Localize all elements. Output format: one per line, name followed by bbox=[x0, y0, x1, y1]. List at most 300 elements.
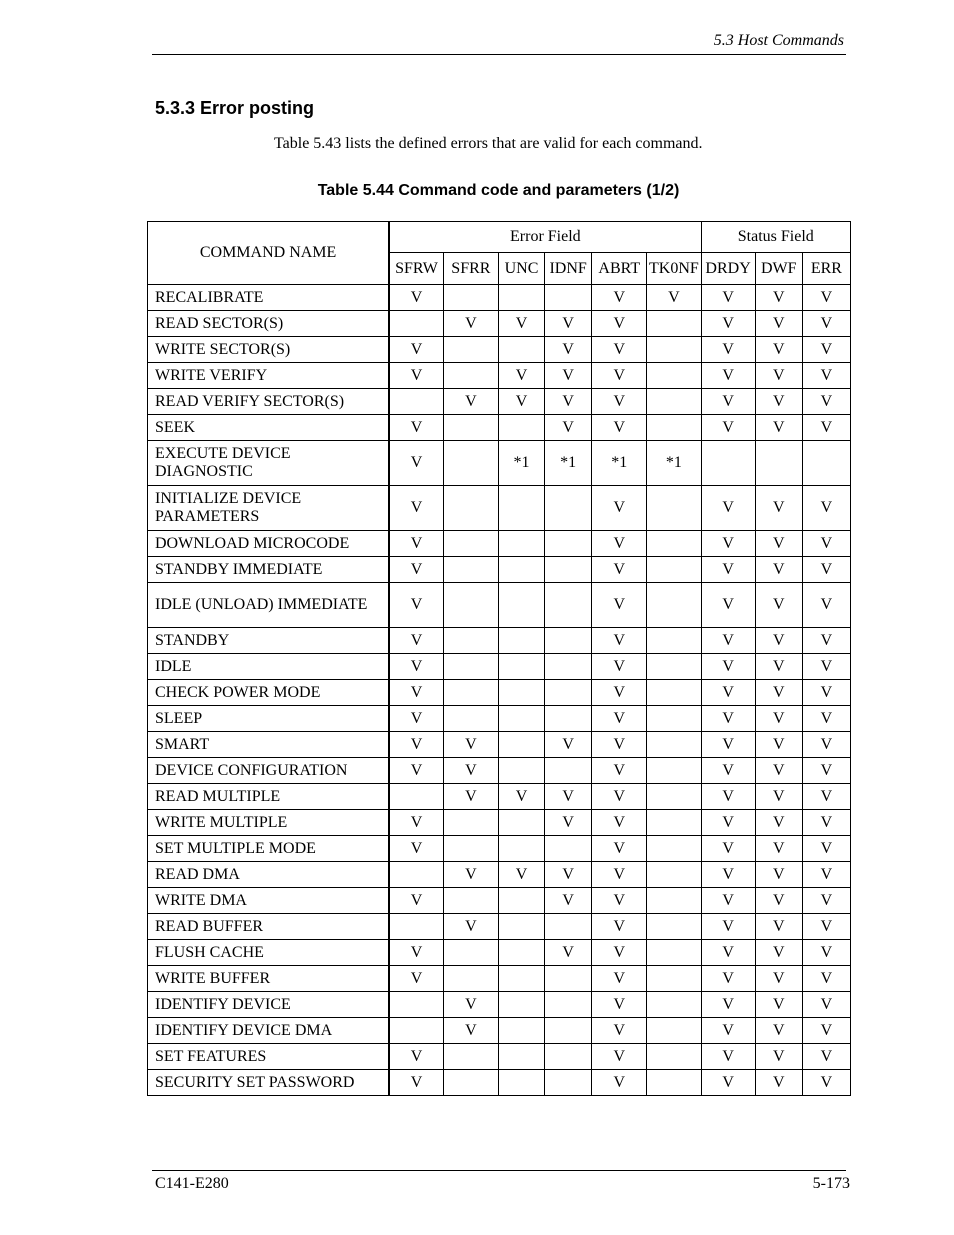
flag-cell: V bbox=[802, 680, 850, 706]
flag-cell bbox=[498, 836, 544, 862]
command-name-cell: FLUSH CACHE bbox=[148, 940, 390, 966]
table-row bbox=[148, 914, 851, 940]
flag-cell: V bbox=[592, 583, 647, 628]
flag-cell bbox=[498, 888, 544, 914]
flag-cell: V bbox=[701, 966, 755, 992]
flag-cell: V bbox=[802, 557, 850, 583]
flag-cell: V bbox=[443, 732, 498, 758]
flag-cell bbox=[498, 531, 544, 557]
flag-cell: V bbox=[802, 1070, 850, 1096]
flag-cell bbox=[647, 486, 701, 531]
flag-cell: V bbox=[802, 583, 850, 628]
flag-cell bbox=[647, 337, 701, 363]
flag-cell: V bbox=[802, 810, 850, 836]
flag-cell: V bbox=[592, 966, 647, 992]
flag-cell: V bbox=[592, 311, 647, 337]
flag-cell bbox=[545, 680, 592, 706]
flag-cell bbox=[647, 784, 701, 810]
flag-cell: V bbox=[701, 337, 755, 363]
table-row bbox=[148, 531, 851, 557]
flag-cell: V bbox=[802, 732, 850, 758]
command-name-cell: SEEK bbox=[148, 415, 390, 441]
flag-cell: V bbox=[802, 940, 850, 966]
flag-cell bbox=[498, 628, 544, 654]
flag-cell bbox=[802, 441, 850, 486]
column-header: UNC bbox=[498, 253, 544, 285]
flag-cell bbox=[647, 888, 701, 914]
flag-cell bbox=[443, 531, 498, 557]
flag-cell bbox=[389, 992, 443, 1018]
flag-cell bbox=[647, 862, 701, 888]
flag-cell bbox=[443, 888, 498, 914]
flag-cell: V bbox=[701, 1070, 755, 1096]
table-row bbox=[148, 888, 851, 914]
flag-cell: V bbox=[389, 836, 443, 862]
flag-cell bbox=[498, 415, 544, 441]
flag-cell: V bbox=[802, 337, 850, 363]
status-field-header: Status Field bbox=[701, 222, 850, 253]
flag-cell: V bbox=[701, 628, 755, 654]
footer-rule bbox=[152, 1170, 846, 1171]
flag-cell bbox=[647, 706, 701, 732]
flag-cell: V bbox=[592, 1018, 647, 1044]
flag-cell: V bbox=[802, 914, 850, 940]
flag-cell bbox=[545, 557, 592, 583]
table-row bbox=[148, 680, 851, 706]
flag-cell: V bbox=[443, 1018, 498, 1044]
flag-cell bbox=[498, 732, 544, 758]
flag-cell bbox=[647, 914, 701, 940]
flag-cell: V bbox=[545, 888, 592, 914]
flag-cell: V bbox=[802, 415, 850, 441]
flag-cell: V bbox=[755, 706, 802, 732]
flag-cell: V bbox=[755, 1044, 802, 1070]
flag-cell: V bbox=[701, 415, 755, 441]
flag-cell: V bbox=[443, 758, 498, 784]
column-header: IDNF bbox=[545, 253, 592, 285]
flag-cell: V bbox=[755, 914, 802, 940]
flag-cell bbox=[545, 654, 592, 680]
flag-cell: V bbox=[802, 628, 850, 654]
flag-cell: V bbox=[755, 583, 802, 628]
table-row bbox=[148, 940, 851, 966]
flag-cell bbox=[498, 966, 544, 992]
flag-cell: V bbox=[545, 311, 592, 337]
flag-cell bbox=[647, 311, 701, 337]
flag-cell: V bbox=[755, 557, 802, 583]
flag-cell bbox=[443, 285, 498, 311]
command-name-cell: EXECUTE DEVICE DIAGNOSTIC bbox=[148, 441, 390, 486]
command-name-cell: READ MULTIPLE bbox=[148, 784, 390, 810]
flag-cell bbox=[545, 914, 592, 940]
flag-cell: V bbox=[592, 810, 647, 836]
command-name-cell: READ DMA bbox=[148, 862, 390, 888]
flag-cell bbox=[443, 836, 498, 862]
flag-cell bbox=[545, 706, 592, 732]
flag-cell: V bbox=[755, 680, 802, 706]
command-name-header: COMMAND NAME bbox=[148, 222, 390, 285]
command-name-cell: WRITE VERIFY bbox=[148, 363, 390, 389]
flag-cell: V bbox=[755, 732, 802, 758]
flag-cell: V bbox=[592, 706, 647, 732]
flag-cell bbox=[545, 758, 592, 784]
flag-cell bbox=[443, 486, 498, 531]
flag-cell: V bbox=[802, 389, 850, 415]
flag-cell: V bbox=[545, 389, 592, 415]
flag-cell: V bbox=[701, 285, 755, 311]
flag-cell bbox=[545, 1044, 592, 1070]
column-header: TK0NF bbox=[647, 253, 701, 285]
command-name-cell: READ BUFFER bbox=[148, 914, 390, 940]
table-row bbox=[148, 1070, 851, 1096]
table-row bbox=[148, 836, 851, 862]
flag-cell: V bbox=[389, 337, 443, 363]
flag-cell: V bbox=[443, 862, 498, 888]
flag-cell bbox=[755, 441, 802, 486]
flag-cell: V bbox=[701, 732, 755, 758]
flag-cell bbox=[498, 557, 544, 583]
column-header: DWF bbox=[755, 253, 802, 285]
flag-cell bbox=[498, 654, 544, 680]
flag-cell: V bbox=[701, 810, 755, 836]
flag-cell: V bbox=[701, 758, 755, 784]
flag-cell bbox=[647, 758, 701, 784]
table-row bbox=[148, 732, 851, 758]
table-row bbox=[148, 966, 851, 992]
flag-cell bbox=[498, 914, 544, 940]
flag-cell: V bbox=[389, 810, 443, 836]
flag-cell: V bbox=[701, 1044, 755, 1070]
flag-cell: V bbox=[389, 758, 443, 784]
flag-cell bbox=[498, 337, 544, 363]
flag-cell: V bbox=[389, 680, 443, 706]
flag-cell: V bbox=[701, 862, 755, 888]
command-name-cell: IDENTIFY DEVICE bbox=[148, 992, 390, 1018]
flag-cell: V bbox=[701, 1018, 755, 1044]
document-id: C141-E280 bbox=[155, 1175, 229, 1192]
table-row bbox=[148, 311, 851, 337]
flag-cell: V bbox=[592, 836, 647, 862]
flag-cell: V bbox=[592, 531, 647, 557]
command-name-cell: SLEEP bbox=[148, 706, 390, 732]
flag-cell bbox=[443, 1044, 498, 1070]
command-name-cell: SET MULTIPLE MODE bbox=[148, 836, 390, 862]
flag-cell bbox=[498, 583, 544, 628]
flag-cell bbox=[498, 706, 544, 732]
table-row bbox=[148, 628, 851, 654]
flag-cell bbox=[647, 732, 701, 758]
flag-cell: V bbox=[498, 862, 544, 888]
flag-cell: V bbox=[389, 583, 443, 628]
flag-cell bbox=[647, 1044, 701, 1070]
flag-cell: V bbox=[802, 888, 850, 914]
flag-cell: V bbox=[701, 654, 755, 680]
command-name-cell: SET FEATURES bbox=[148, 1044, 390, 1070]
flag-cell bbox=[443, 363, 498, 389]
flag-cell: V bbox=[592, 784, 647, 810]
flag-cell: V bbox=[545, 810, 592, 836]
flag-cell: V bbox=[755, 311, 802, 337]
flag-cell: V bbox=[802, 363, 850, 389]
flag-cell: V bbox=[802, 311, 850, 337]
flag-cell bbox=[647, 836, 701, 862]
column-header: ERR bbox=[802, 253, 850, 285]
error-posting-table bbox=[147, 221, 851, 1096]
flag-cell: V bbox=[701, 888, 755, 914]
flag-cell bbox=[545, 628, 592, 654]
table-row bbox=[148, 784, 851, 810]
flag-cell: V bbox=[802, 862, 850, 888]
flag-cell: V bbox=[755, 836, 802, 862]
flag-cell bbox=[545, 992, 592, 1018]
flag-cell bbox=[647, 654, 701, 680]
column-header: ABRT bbox=[592, 253, 647, 285]
flag-cell: V bbox=[545, 337, 592, 363]
flag-cell bbox=[647, 940, 701, 966]
flag-cell: V bbox=[701, 940, 755, 966]
flag-cell: V bbox=[592, 680, 647, 706]
page-number: 5-173 bbox=[812, 1175, 850, 1192]
flag-cell bbox=[647, 680, 701, 706]
command-name-cell: WRITE BUFFER bbox=[148, 966, 390, 992]
flag-cell: *1 bbox=[545, 441, 592, 486]
flag-cell: V bbox=[701, 706, 755, 732]
flag-cell: V bbox=[701, 836, 755, 862]
flag-cell: V bbox=[443, 992, 498, 1018]
command-name-cell: INITIALIZE DEVICE PARAMETERS bbox=[148, 486, 390, 531]
command-name-cell: DOWNLOAD MICROCODE bbox=[148, 531, 390, 557]
table-row bbox=[148, 706, 851, 732]
flag-cell bbox=[443, 1070, 498, 1096]
flag-cell: V bbox=[701, 784, 755, 810]
flag-cell bbox=[545, 836, 592, 862]
table-row bbox=[148, 654, 851, 680]
flag-cell: V bbox=[755, 337, 802, 363]
flag-cell: *1 bbox=[592, 441, 647, 486]
command-name-cell: STANDBY IMMEDIATE bbox=[148, 557, 390, 583]
flag-cell bbox=[443, 337, 498, 363]
flag-cell: V bbox=[755, 784, 802, 810]
flag-cell: V bbox=[443, 784, 498, 810]
flag-cell: V bbox=[592, 337, 647, 363]
flag-cell bbox=[701, 441, 755, 486]
flag-cell: V bbox=[755, 363, 802, 389]
flag-cell bbox=[443, 583, 498, 628]
command-name-cell: SMART bbox=[148, 732, 390, 758]
flag-cell bbox=[647, 966, 701, 992]
command-name-cell: STANDBY bbox=[148, 628, 390, 654]
flag-cell bbox=[389, 311, 443, 337]
flag-cell: *1 bbox=[498, 441, 544, 486]
flag-cell: V bbox=[701, 914, 755, 940]
flag-cell bbox=[443, 415, 498, 441]
flag-cell bbox=[545, 1018, 592, 1044]
flag-cell bbox=[647, 389, 701, 415]
flag-cell bbox=[545, 285, 592, 311]
flag-cell: V bbox=[802, 706, 850, 732]
flag-cell: V bbox=[592, 654, 647, 680]
flag-cell: V bbox=[755, 415, 802, 441]
command-name-cell: RECALIBRATE bbox=[148, 285, 390, 311]
flag-cell: V bbox=[389, 441, 443, 486]
flag-cell: V bbox=[802, 531, 850, 557]
table-row bbox=[148, 557, 851, 583]
flag-cell: V bbox=[592, 363, 647, 389]
table-row bbox=[148, 337, 851, 363]
flag-cell bbox=[545, 486, 592, 531]
flag-cell: V bbox=[701, 389, 755, 415]
flag-cell: V bbox=[592, 758, 647, 784]
command-name-cell: READ VERIFY SECTOR(S) bbox=[148, 389, 390, 415]
table-row bbox=[148, 810, 851, 836]
table-row bbox=[148, 758, 851, 784]
flag-cell: V bbox=[545, 940, 592, 966]
flag-cell: V bbox=[443, 914, 498, 940]
flag-cell: V bbox=[755, 654, 802, 680]
flag-cell bbox=[498, 285, 544, 311]
flag-cell bbox=[498, 758, 544, 784]
flag-cell bbox=[389, 862, 443, 888]
flag-cell bbox=[647, 557, 701, 583]
table-row bbox=[148, 1044, 851, 1070]
flag-cell bbox=[443, 810, 498, 836]
flag-cell: V bbox=[592, 1044, 647, 1070]
table-row bbox=[148, 441, 851, 486]
flag-cell: V bbox=[592, 285, 647, 311]
flag-cell: V bbox=[755, 486, 802, 531]
flag-cell: V bbox=[389, 285, 443, 311]
flag-cell: V bbox=[802, 836, 850, 862]
flag-cell: V bbox=[755, 1018, 802, 1044]
flag-cell: *1 bbox=[647, 441, 701, 486]
flag-cell: V bbox=[389, 531, 443, 557]
flag-cell bbox=[545, 531, 592, 557]
flag-cell bbox=[389, 914, 443, 940]
flag-cell bbox=[647, 583, 701, 628]
flag-cell bbox=[498, 1044, 544, 1070]
table-row bbox=[148, 862, 851, 888]
flag-cell bbox=[443, 441, 498, 486]
flag-cell: V bbox=[498, 389, 544, 415]
table-row bbox=[148, 486, 851, 531]
flag-cell bbox=[647, 810, 701, 836]
flag-cell: V bbox=[389, 557, 443, 583]
flag-cell bbox=[498, 1018, 544, 1044]
flag-cell: V bbox=[755, 531, 802, 557]
command-name-cell: SECURITY SET PASSWORD bbox=[148, 1070, 390, 1096]
flag-cell: V bbox=[755, 992, 802, 1018]
command-name-cell: IDLE bbox=[148, 654, 390, 680]
flag-cell: V bbox=[701, 583, 755, 628]
flag-cell bbox=[389, 784, 443, 810]
flag-cell bbox=[443, 654, 498, 680]
flag-cell: V bbox=[592, 862, 647, 888]
flag-cell: V bbox=[545, 862, 592, 888]
column-header: SFRR bbox=[443, 253, 498, 285]
flag-cell: V bbox=[701, 531, 755, 557]
flag-cell: V bbox=[545, 363, 592, 389]
table-row bbox=[148, 583, 851, 628]
flag-cell: V bbox=[545, 415, 592, 441]
flag-cell: V bbox=[802, 654, 850, 680]
flag-cell: V bbox=[701, 557, 755, 583]
flag-cell: V bbox=[389, 888, 443, 914]
table-row bbox=[148, 389, 851, 415]
flag-cell: V bbox=[647, 285, 701, 311]
flag-cell: V bbox=[498, 363, 544, 389]
flag-cell: V bbox=[802, 285, 850, 311]
flag-cell: V bbox=[802, 758, 850, 784]
flag-cell bbox=[498, 486, 544, 531]
table-row bbox=[148, 363, 851, 389]
flag-cell: V bbox=[592, 888, 647, 914]
flag-cell: V bbox=[389, 1044, 443, 1070]
command-name-cell: IDLE (UNLOAD) IMMEDIATE bbox=[148, 583, 390, 628]
flag-cell: V bbox=[755, 758, 802, 784]
flag-cell: V bbox=[389, 363, 443, 389]
flag-cell: V bbox=[592, 732, 647, 758]
flag-cell bbox=[443, 966, 498, 992]
flag-cell: V bbox=[755, 966, 802, 992]
flag-cell: V bbox=[389, 1070, 443, 1096]
flag-cell bbox=[498, 810, 544, 836]
flag-cell: V bbox=[701, 680, 755, 706]
flag-cell: V bbox=[545, 784, 592, 810]
flag-cell bbox=[498, 1070, 544, 1096]
flag-cell bbox=[443, 557, 498, 583]
header-rule bbox=[152, 54, 846, 55]
intro-paragraph: Table 5.43 lists the defined errors that are valid for each command. bbox=[274, 135, 703, 152]
flag-cell: V bbox=[701, 486, 755, 531]
flag-cell: V bbox=[701, 992, 755, 1018]
flag-cell bbox=[647, 531, 701, 557]
flag-cell bbox=[498, 992, 544, 1018]
flag-cell: V bbox=[389, 940, 443, 966]
flag-cell: V bbox=[389, 654, 443, 680]
flag-cell: V bbox=[701, 311, 755, 337]
column-header: SFRW bbox=[389, 253, 443, 285]
flag-cell: V bbox=[802, 966, 850, 992]
flag-cell: V bbox=[755, 628, 802, 654]
flag-cell bbox=[443, 940, 498, 966]
flag-cell: V bbox=[755, 810, 802, 836]
flag-cell: V bbox=[389, 966, 443, 992]
flag-cell: V bbox=[755, 285, 802, 311]
flag-cell bbox=[545, 966, 592, 992]
flag-cell: V bbox=[755, 1070, 802, 1096]
flag-cell bbox=[545, 583, 592, 628]
flag-cell: V bbox=[755, 888, 802, 914]
flag-cell bbox=[389, 389, 443, 415]
command-name-cell: CHECK POWER MODE bbox=[148, 680, 390, 706]
flag-cell: V bbox=[389, 486, 443, 531]
flag-cell: V bbox=[701, 363, 755, 389]
flag-cell: V bbox=[592, 628, 647, 654]
flag-cell: V bbox=[592, 415, 647, 441]
flag-cell bbox=[498, 680, 544, 706]
flag-cell bbox=[647, 1070, 701, 1096]
flag-cell: V bbox=[802, 1044, 850, 1070]
flag-cell bbox=[647, 1018, 701, 1044]
flag-cell: V bbox=[592, 914, 647, 940]
flag-cell: V bbox=[592, 1070, 647, 1096]
flag-cell: V bbox=[802, 486, 850, 531]
table-row bbox=[148, 285, 851, 311]
flag-cell: V bbox=[389, 706, 443, 732]
command-name-cell: WRITE SECTOR(S) bbox=[148, 337, 390, 363]
flag-cell: V bbox=[755, 862, 802, 888]
flag-cell: V bbox=[498, 784, 544, 810]
